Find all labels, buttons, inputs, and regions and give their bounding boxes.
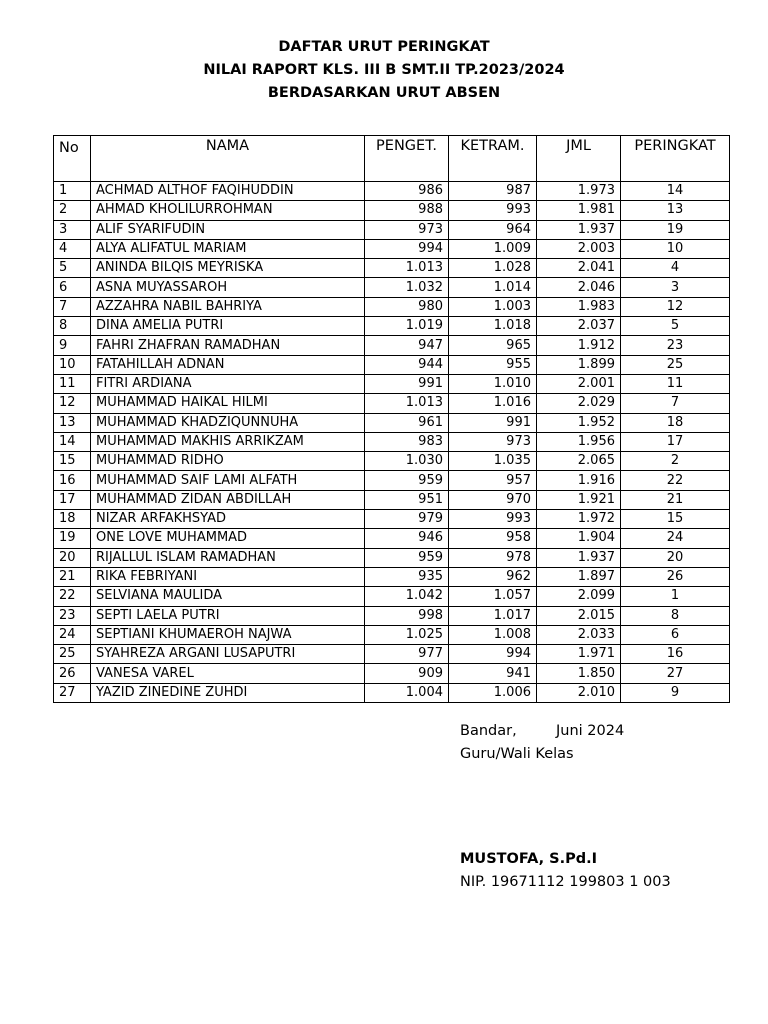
cell-ketram: 1.035 bbox=[449, 452, 537, 471]
cell-ketram: 962 bbox=[449, 567, 537, 586]
cell-no: 22 bbox=[54, 587, 91, 606]
cell-jml: 1.937 bbox=[537, 220, 621, 239]
cell-penget: 947 bbox=[365, 336, 449, 355]
cell-jml: 2.041 bbox=[537, 259, 621, 278]
cell-penget: 959 bbox=[365, 548, 449, 567]
table-row bbox=[54, 182, 730, 201]
cell-peringkat: 20 bbox=[621, 548, 730, 567]
table-row bbox=[54, 355, 730, 374]
cell-peringkat: 12 bbox=[621, 297, 730, 316]
cell-no: 25 bbox=[54, 645, 91, 664]
cell-name: FATAHILLAH ADNAN bbox=[91, 355, 365, 374]
title-line-3: BERDASARKAN URUT ABSEN bbox=[267, 85, 501, 101]
table-row bbox=[54, 297, 730, 316]
table-row bbox=[54, 278, 730, 297]
table-row bbox=[54, 529, 730, 548]
table-row bbox=[54, 548, 730, 567]
cell-no: 26 bbox=[54, 664, 91, 683]
cell-jml: 1.850 bbox=[537, 664, 621, 683]
cell-jml: 1.952 bbox=[537, 413, 621, 432]
cell-no: 8 bbox=[54, 317, 91, 336]
cell-peringkat: 10 bbox=[621, 239, 730, 258]
cell-no: 13 bbox=[54, 413, 91, 432]
table-row bbox=[54, 683, 730, 702]
cell-jml: 2.046 bbox=[537, 278, 621, 297]
signature-place: Bandar, bbox=[460, 723, 517, 739]
cell-penget: 977 bbox=[365, 645, 449, 664]
cell-peringkat: 8 bbox=[621, 606, 730, 625]
header-no: No bbox=[54, 136, 91, 182]
table-row bbox=[54, 606, 730, 625]
cell-peringkat: 19 bbox=[621, 220, 730, 239]
cell-name: SELVIANA MAULIDA bbox=[91, 587, 365, 606]
cell-jml: 1.897 bbox=[537, 567, 621, 586]
table-row bbox=[54, 239, 730, 258]
cell-jml: 2.001 bbox=[537, 374, 621, 393]
table-row bbox=[54, 452, 730, 471]
signatory-nip: NIP. 19671112 199803 1 003 bbox=[460, 874, 671, 890]
cell-no: 4 bbox=[54, 239, 91, 258]
cell-jml: 1.983 bbox=[537, 297, 621, 316]
cell-ketram: 965 bbox=[449, 336, 537, 355]
cell-penget: 1.013 bbox=[365, 259, 449, 278]
signature-place-date bbox=[460, 720, 624, 743]
cell-penget: 935 bbox=[365, 567, 449, 586]
table-header-row bbox=[54, 136, 730, 182]
cell-no: 19 bbox=[54, 529, 91, 548]
table-row bbox=[54, 567, 730, 586]
cell-ketram: 958 bbox=[449, 529, 537, 548]
cell-name: MUHAMMAD SAIF LAMI ALFATH bbox=[91, 471, 365, 490]
cell-jml: 1.981 bbox=[537, 201, 621, 220]
cell-no: 17 bbox=[54, 490, 91, 509]
cell-jml: 1.937 bbox=[537, 548, 621, 567]
cell-ketram: 941 bbox=[449, 664, 537, 683]
cell-penget: 1.032 bbox=[365, 278, 449, 297]
table-row bbox=[54, 336, 730, 355]
cell-name: MUHAMMAD MAKHIS ARRIKZAM bbox=[91, 432, 365, 451]
table-row bbox=[54, 625, 730, 644]
cell-ketram: 1.009 bbox=[449, 239, 537, 258]
cell-ketram: 987 bbox=[449, 182, 537, 201]
cell-penget: 1.030 bbox=[365, 452, 449, 471]
cell-no: 3 bbox=[54, 220, 91, 239]
cell-name: SEPTI LAELA PUTRI bbox=[91, 606, 365, 625]
cell-ketram: 1.016 bbox=[449, 394, 537, 413]
cell-peringkat: 18 bbox=[621, 413, 730, 432]
cell-penget: 994 bbox=[365, 239, 449, 258]
cell-peringkat: 24 bbox=[621, 529, 730, 548]
cell-jml: 1.899 bbox=[537, 355, 621, 374]
cell-jml: 1.921 bbox=[537, 490, 621, 509]
table-row bbox=[54, 201, 730, 220]
cell-ketram: 1.028 bbox=[449, 259, 537, 278]
table-row bbox=[54, 317, 730, 336]
cell-jml: 2.010 bbox=[537, 683, 621, 702]
cell-penget: 946 bbox=[365, 529, 449, 548]
cell-penget: 979 bbox=[365, 510, 449, 529]
cell-penget: 944 bbox=[365, 355, 449, 374]
cell-name: ALYA ALIFATUL MARIAM bbox=[91, 239, 365, 258]
title-line-2: NILAI RAPORT KLS. III B SMT.II TP.2023/2024 bbox=[203, 62, 565, 78]
cell-peringkat: 3 bbox=[621, 278, 730, 297]
cell-jml: 2.099 bbox=[537, 587, 621, 606]
cell-no: 24 bbox=[54, 625, 91, 644]
cell-name: RIKA FEBRIYANI bbox=[91, 567, 365, 586]
cell-name: YAZID ZINEDINE ZUHDI bbox=[91, 683, 365, 702]
cell-ketram: 1.014 bbox=[449, 278, 537, 297]
cell-name: ALIF SYARIFUDIN bbox=[91, 220, 365, 239]
cell-peringkat: 9 bbox=[621, 683, 730, 702]
cell-peringkat: 6 bbox=[621, 625, 730, 644]
cell-no: 11 bbox=[54, 374, 91, 393]
header-name: NAMA bbox=[91, 136, 365, 182]
cell-name: FITRI ARDIANA bbox=[91, 374, 365, 393]
cell-ketram: 993 bbox=[449, 510, 537, 529]
cell-name: AZZAHRA NABIL BAHRIYA bbox=[91, 297, 365, 316]
cell-peringkat: 23 bbox=[621, 336, 730, 355]
header-penget: PENGET. bbox=[365, 136, 449, 182]
table-row bbox=[54, 510, 730, 529]
cell-no: 14 bbox=[54, 432, 91, 451]
table-row bbox=[54, 374, 730, 393]
header-peringkat: PERINGKAT bbox=[621, 136, 730, 182]
table-row bbox=[54, 259, 730, 278]
cell-penget: 961 bbox=[365, 413, 449, 432]
cell-name: ONE LOVE MUHAMMAD bbox=[91, 529, 365, 548]
cell-jml: 1.956 bbox=[537, 432, 621, 451]
cell-ketram: 955 bbox=[449, 355, 537, 374]
cell-jml: 2.065 bbox=[537, 452, 621, 471]
cell-ketram: 957 bbox=[449, 471, 537, 490]
cell-ketram: 991 bbox=[449, 413, 537, 432]
signatory-name: MUSTOFA, S.Pd.I bbox=[460, 851, 598, 867]
cell-jml: 2.003 bbox=[537, 239, 621, 258]
table-row bbox=[54, 432, 730, 451]
cell-penget: 959 bbox=[365, 471, 449, 490]
cell-name: MUHAMMAD HAIKAL HILMI bbox=[91, 394, 365, 413]
cell-no: 23 bbox=[54, 606, 91, 625]
ranking-table bbox=[53, 135, 730, 703]
cell-no: 18 bbox=[54, 510, 91, 529]
cell-ketram: 970 bbox=[449, 490, 537, 509]
cell-name: AHMAD KHOLILURROHMAN bbox=[91, 201, 365, 220]
table-row bbox=[54, 664, 730, 683]
cell-penget: 909 bbox=[365, 664, 449, 683]
cell-name: MUHAMMAD KHADZIQUNNUHA bbox=[91, 413, 365, 432]
cell-name: SEPTIANI KHUMAEROH NAJWA bbox=[91, 625, 365, 644]
cell-jml: 1.973 bbox=[537, 182, 621, 201]
cell-ketram: 1.017 bbox=[449, 606, 537, 625]
cell-peringkat: 25 bbox=[621, 355, 730, 374]
cell-name: ANINDA BILQIS MEYRISKA bbox=[91, 259, 365, 278]
signature-block bbox=[460, 720, 624, 766]
cell-jml: 2.033 bbox=[537, 625, 621, 644]
cell-no: 9 bbox=[54, 336, 91, 355]
cell-no: 15 bbox=[54, 452, 91, 471]
cell-peringkat: 16 bbox=[621, 645, 730, 664]
cell-no: 27 bbox=[54, 683, 91, 702]
cell-no: 6 bbox=[54, 278, 91, 297]
cell-peringkat: 22 bbox=[621, 471, 730, 490]
cell-penget: 988 bbox=[365, 201, 449, 220]
cell-no: 20 bbox=[54, 548, 91, 567]
table-row bbox=[54, 220, 730, 239]
document-title bbox=[0, 36, 768, 105]
cell-peringkat: 1 bbox=[621, 587, 730, 606]
cell-name: DINA AMELIA PUTRI bbox=[91, 317, 365, 336]
cell-no: 21 bbox=[54, 567, 91, 586]
cell-peringkat: 27 bbox=[621, 664, 730, 683]
cell-peringkat: 14 bbox=[621, 182, 730, 201]
cell-ketram: 994 bbox=[449, 645, 537, 664]
table-row bbox=[54, 413, 730, 432]
table-row bbox=[54, 645, 730, 664]
cell-no: 10 bbox=[54, 355, 91, 374]
cell-no: 1 bbox=[54, 182, 91, 201]
signature-date: Juni 2024 bbox=[556, 723, 625, 739]
cell-no: 5 bbox=[54, 259, 91, 278]
cell-peringkat: 4 bbox=[621, 259, 730, 278]
cell-ketram: 1.057 bbox=[449, 587, 537, 606]
cell-jml: 2.037 bbox=[537, 317, 621, 336]
cell-peringkat: 2 bbox=[621, 452, 730, 471]
cell-jml: 2.029 bbox=[537, 394, 621, 413]
cell-ketram: 1.006 bbox=[449, 683, 537, 702]
cell-ketram: 973 bbox=[449, 432, 537, 451]
cell-jml: 1.904 bbox=[537, 529, 621, 548]
cell-no: 7 bbox=[54, 297, 91, 316]
cell-ketram: 964 bbox=[449, 220, 537, 239]
cell-peringkat: 21 bbox=[621, 490, 730, 509]
header-ketram: KETRAM. bbox=[449, 136, 537, 182]
cell-name: MUHAMMAD RIDHO bbox=[91, 452, 365, 471]
cell-peringkat: 13 bbox=[621, 201, 730, 220]
table-body bbox=[54, 182, 730, 703]
cell-penget: 980 bbox=[365, 297, 449, 316]
cell-penget: 986 bbox=[365, 182, 449, 201]
cell-name: SYAHREZA ARGANI LUSAPUTRI bbox=[91, 645, 365, 664]
cell-penget: 951 bbox=[365, 490, 449, 509]
signature-role: Guru/Wali Kelas bbox=[460, 746, 574, 762]
cell-jml: 1.912 bbox=[537, 336, 621, 355]
cell-penget: 983 bbox=[365, 432, 449, 451]
cell-name: ACHMAD ALTHOF FAQIHUDDIN bbox=[91, 182, 365, 201]
cell-ketram: 993 bbox=[449, 201, 537, 220]
cell-peringkat: 11 bbox=[621, 374, 730, 393]
cell-penget: 1.013 bbox=[365, 394, 449, 413]
cell-name: VANESA VAREL bbox=[91, 664, 365, 683]
cell-penget: 998 bbox=[365, 606, 449, 625]
cell-peringkat: 15 bbox=[621, 510, 730, 529]
cell-name: MUHAMMAD ZIDAN ABDILLAH bbox=[91, 490, 365, 509]
cell-no: 12 bbox=[54, 394, 91, 413]
header-jml: JML bbox=[537, 136, 621, 182]
cell-jml: 2.015 bbox=[537, 606, 621, 625]
cell-name: RIJALLUL ISLAM RAMADHAN bbox=[91, 548, 365, 567]
cell-jml: 1.971 bbox=[537, 645, 621, 664]
cell-penget: 1.025 bbox=[365, 625, 449, 644]
cell-jml: 1.972 bbox=[537, 510, 621, 529]
cell-penget: 1.042 bbox=[365, 587, 449, 606]
cell-no: 2 bbox=[54, 201, 91, 220]
cell-ketram: 978 bbox=[449, 548, 537, 567]
table-row bbox=[54, 394, 730, 413]
cell-peringkat: 7 bbox=[621, 394, 730, 413]
cell-name: FAHRI ZHAFRAN RAMADHAN bbox=[91, 336, 365, 355]
cell-peringkat: 17 bbox=[621, 432, 730, 451]
cell-ketram: 1.003 bbox=[449, 297, 537, 316]
cell-ketram: 1.010 bbox=[449, 374, 537, 393]
cell-peringkat: 26 bbox=[621, 567, 730, 586]
cell-penget: 991 bbox=[365, 374, 449, 393]
cell-jml: 1.916 bbox=[537, 471, 621, 490]
table-row bbox=[54, 587, 730, 606]
cell-penget: 1.019 bbox=[365, 317, 449, 336]
cell-ketram: 1.018 bbox=[449, 317, 537, 336]
cell-ketram: 1.008 bbox=[449, 625, 537, 644]
table-row bbox=[54, 490, 730, 509]
cell-name: ASNA MUYASSAROH bbox=[91, 278, 365, 297]
cell-name: NIZAR ARFAKHSYAD bbox=[91, 510, 365, 529]
title-line-1: DAFTAR URUT PERINGKAT bbox=[278, 39, 490, 55]
cell-penget: 1.004 bbox=[365, 683, 449, 702]
cell-peringkat: 5 bbox=[621, 317, 730, 336]
cell-penget: 973 bbox=[365, 220, 449, 239]
cell-no: 16 bbox=[54, 471, 91, 490]
table-row bbox=[54, 471, 730, 490]
